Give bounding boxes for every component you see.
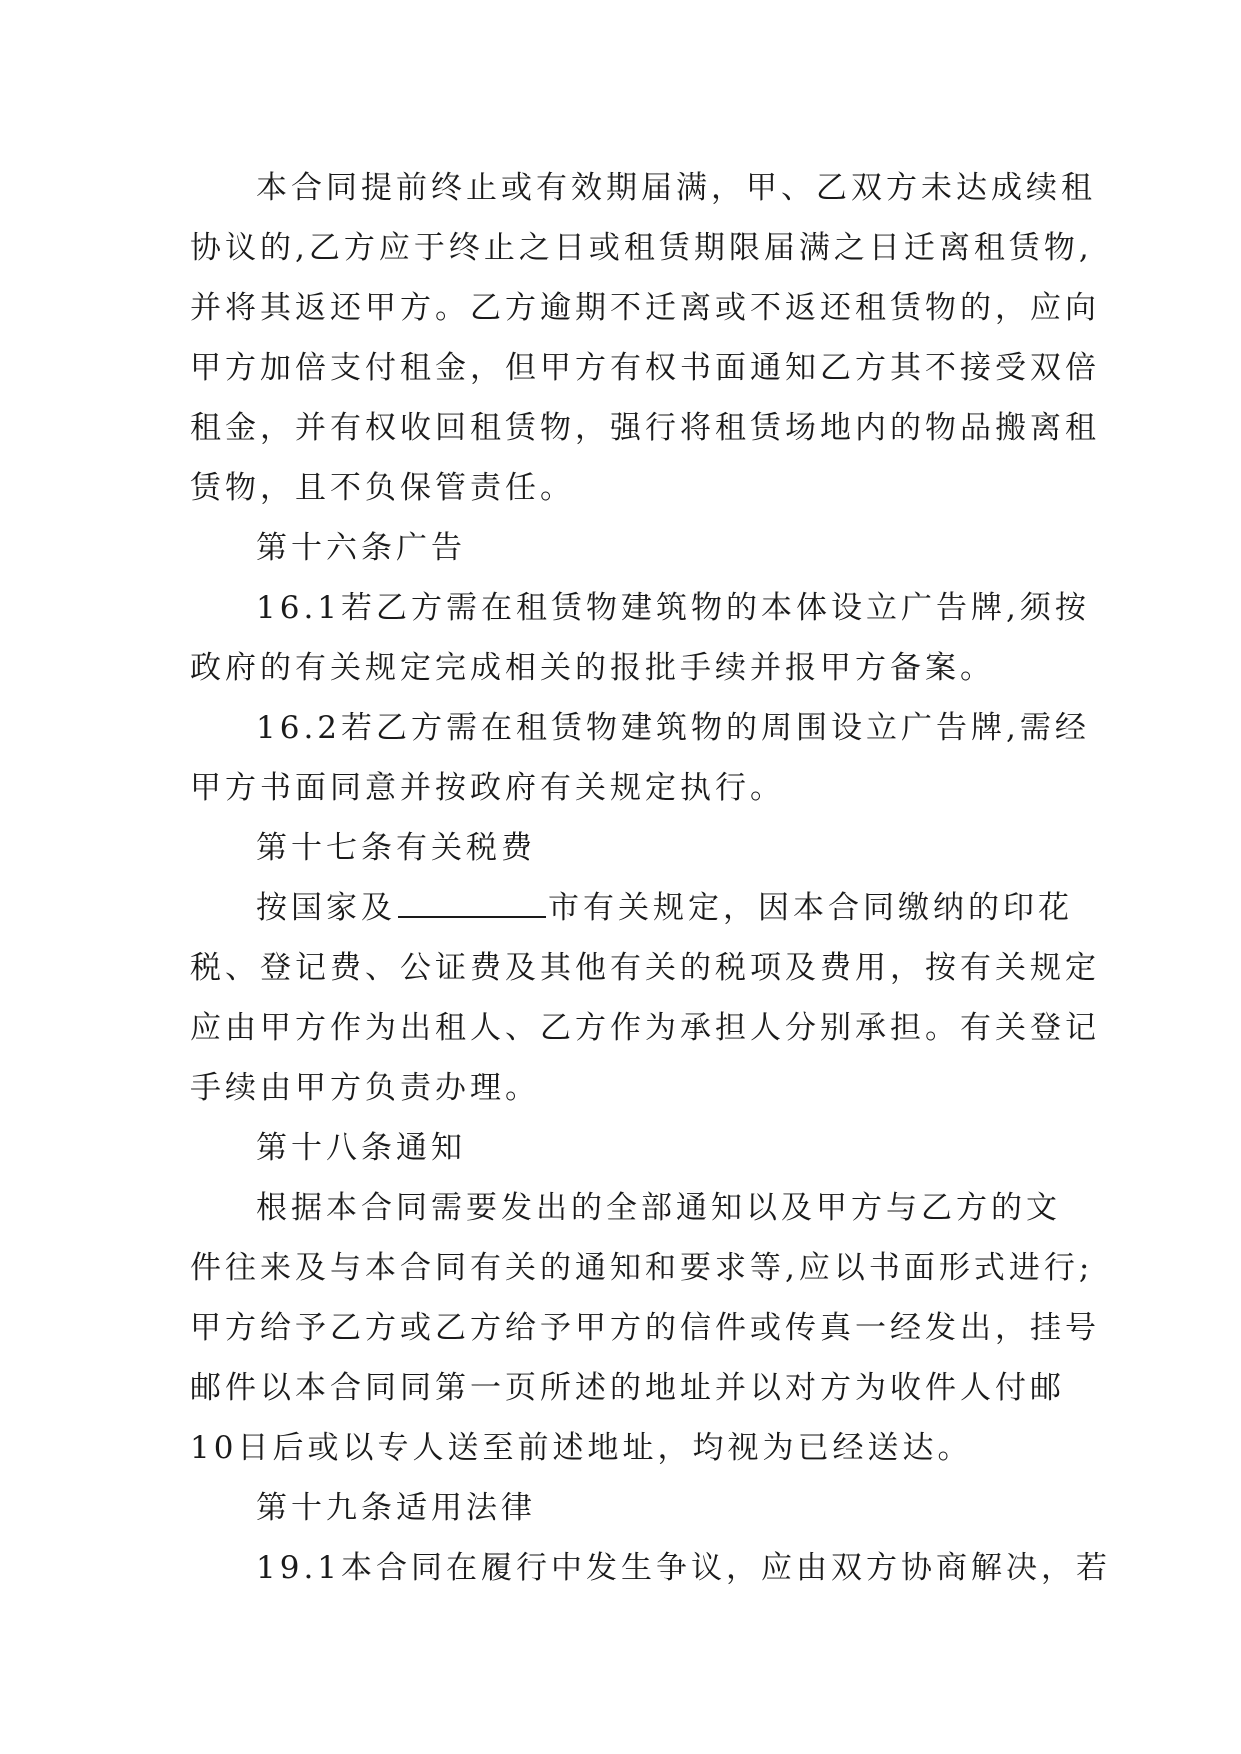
paragraph-text: 按国家及	[256, 890, 396, 926]
paragraph-text: 市有关规定，因本合同缴纳的印花	[548, 890, 1073, 926]
paragraph-line: 件往来及与本合同有关的通知和要求等,应以书面形式进行;	[190, 1250, 1094, 1286]
paragraph-line: 并将其返还甲方。乙方逾期不迁离或不返还租赁物的，应向	[190, 290, 1100, 326]
paragraph-line: 16.1若乙方需在租赁物建筑物的本体设立广告牌,须按	[256, 590, 1090, 626]
paragraph-line: 甲方加倍支付租金，但甲方有权书面通知乙方其不接受双倍	[190, 350, 1100, 386]
paragraph-line: 16.2若乙方需在租赁物建筑物的周围设立广告牌,需经	[256, 710, 1090, 746]
paragraph-line: 赁物，且不负保管责任。	[190, 470, 575, 506]
paragraph-line: 邮件以本合同同第一页所述的地址并以对方为收件人付邮	[190, 1370, 1065, 1406]
paragraph-line: 协议的,乙方应于终止之日或租赁期限届满之日迁离租赁物,	[190, 230, 1093, 266]
article-heading: 第十六条广告	[256, 530, 466, 566]
paragraph-line: 10日后或以专人送至前述地址，均视为已经送达。	[190, 1430, 973, 1466]
paragraph-line: 本合同提前终止或有效期届满，甲、乙双方未达成续租	[256, 170, 1096, 206]
paragraph-line: 根据本合同需要发出的全部通知以及甲方与乙方的文	[256, 1190, 1061, 1226]
paragraph-line: 手续由甲方负责办理。	[190, 1070, 540, 1106]
fill-in-blank	[398, 880, 546, 918]
paragraph-line: 租金，并有权收回租赁物，强行将租赁场地内的物品搬离租	[190, 410, 1100, 446]
article-heading: 第十九条适用法律	[256, 1490, 536, 1526]
article-heading: 第十七条有关税费	[256, 830, 536, 866]
contract-text	[190, 158, 1112, 1598]
paragraph-line: 甲方书面同意并按政府有关规定执行。	[190, 770, 785, 806]
paragraph-line: 19.1本合同在履行中发生争议，应由双方协商解决，若	[256, 1550, 1112, 1586]
paragraph-line: 税、登记费、公证费及其他有关的税项及费用，按有关规定	[190, 950, 1100, 986]
paragraph-line: 政府的有关规定完成相关的报批手续并报甲方备案。	[190, 650, 995, 686]
paragraph-line: 应由甲方作为出租人、乙方作为承担人分别承担。有关登记	[190, 1010, 1100, 1046]
article-heading: 第十八条通知	[256, 1130, 466, 1166]
paragraph-line: 甲方给予乙方或乙方给予甲方的信件或传真一经发出，挂号	[190, 1310, 1100, 1346]
paragraph-line	[190, 878, 1090, 938]
